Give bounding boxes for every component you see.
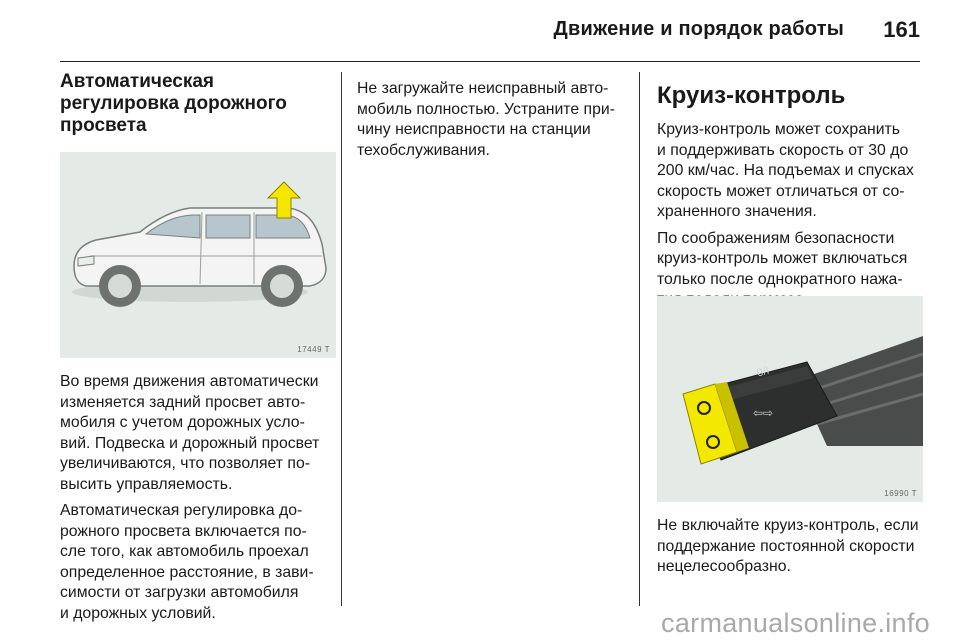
left-column: [60, 71, 332, 137]
paragraph-cruise-2: По соображениям безопасности круиз-контроль может включаться только после однократного нажа-: [657, 229, 908, 288]
middle-column: [357, 79, 632, 161]
section-heading-level-control: Автоматическая регулировка дорожного просвета: [60, 71, 287, 136]
speed-arrows-icon: ⇦⇨: [753, 406, 774, 420]
column-divider-2: [639, 72, 640, 606]
paragraph-warning: Не загружайте неисправный авто- мобиль полностью. Устраните при- чину неисправности на станции техобслуживания.: [357, 80, 615, 159]
figure-code: 16990 T: [884, 489, 917, 498]
paragraph-cruise-3: Не включайте круиз-контроль, если поддержание постоянной скорости нецелесообразно.: [657, 517, 919, 575]
figure-code: 17449 T: [297, 345, 330, 354]
car-figure: [60, 152, 336, 358]
cruise-lever-figure: [657, 296, 923, 502]
header-divider: [60, 61, 920, 62]
page-number: 161: [883, 17, 920, 42]
cruise-lever-illustration: [657, 296, 923, 502]
up-arrow-icon: [266, 180, 302, 220]
paragraph-level-control-2: Автоматическая регулировка до- рожного просвета включается по- сле того, как автомобиль проехал определенное расстояние, в зави- симости от загрузки автомобиля и дорожных условий.: [60, 502, 314, 622]
column-divider-1: [341, 72, 342, 606]
left-text: [60, 372, 340, 624]
paragraph-level-control-1: Во время движения автоматически изменяется задний просвет авто- мобиля с учетом дорожных усло- вий. Подвеска и дорожный просвет увеличиваются, что позволяет по- высить управляемость.: [60, 373, 320, 493]
right-column: [657, 82, 947, 311]
lever-label: 0/I: [755, 364, 771, 380]
right-text-bottom: [657, 516, 949, 578]
watermark: carmanualsonline.info: [661, 608, 930, 638]
section-heading-cruise-control: Круиз-контроль: [657, 82, 846, 109]
paragraph-cruise-1: Круиз-контроль может сохранить и поддерживать скорость от 30 до 200 км/час. На подъемах и спусках скорость может отличаться от со- храненного значения.: [657, 121, 914, 220]
page-header-title: Движение и порядок работы: [553, 18, 844, 40]
